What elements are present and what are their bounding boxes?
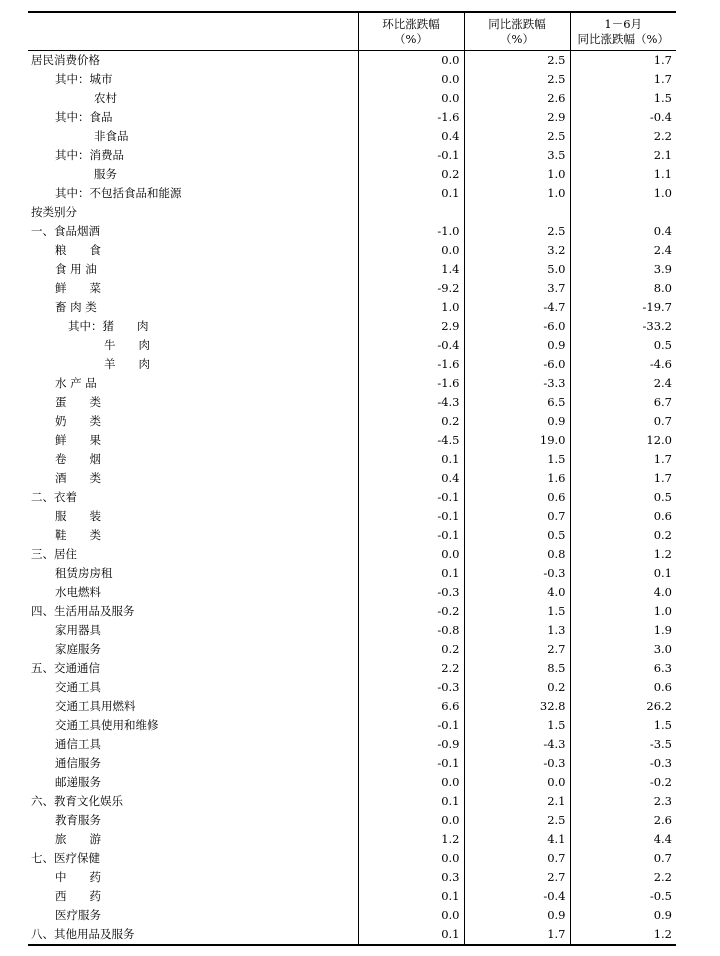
value-mom: 0.2: [358, 412, 464, 431]
value-ytd: 2.3: [570, 792, 676, 811]
table-row: [28, 811, 676, 830]
value-mom: 0.1: [358, 925, 464, 945]
value-mom: -0.1: [358, 754, 464, 773]
row-label: 五、交通通信: [31, 661, 100, 675]
row-label: 按类别分: [31, 205, 77, 219]
row-label: 酒 类: [55, 471, 101, 485]
value-yoy: 0.9: [464, 906, 570, 925]
value-mom: -0.4: [358, 336, 464, 355]
value-yoy: -6.0: [464, 355, 570, 374]
table-row: [28, 70, 676, 89]
header-mom-line2: （%）: [394, 31, 428, 46]
table-row: [28, 89, 676, 108]
table-row: [28, 564, 676, 583]
value-ytd: 1.2: [570, 545, 676, 564]
value-mom: 1.4: [358, 260, 464, 279]
value-mom: -0.1: [358, 507, 464, 526]
value-ytd: 0.4: [570, 222, 676, 241]
value-mom: 0.0: [358, 773, 464, 792]
table-row: [28, 488, 676, 507]
table-row: [28, 317, 676, 336]
row-label: 奶 类: [55, 414, 101, 428]
table-row: [28, 735, 676, 754]
value-ytd: 6.7: [570, 393, 676, 412]
row-label: 七、医疗保健: [31, 851, 100, 865]
table-row: [28, 203, 676, 222]
value-ytd: -0.3: [570, 754, 676, 773]
table-row: [28, 412, 676, 431]
value-mom: 0.1: [358, 184, 464, 203]
table-row: [28, 241, 676, 260]
row-label: 食 用 油: [55, 262, 97, 276]
value-ytd: 1.0: [570, 602, 676, 621]
value-ytd: 12.0: [570, 431, 676, 450]
row-label: 其中：食品: [55, 110, 113, 124]
row-label: 其中：不包括食品和能源: [55, 186, 182, 200]
header-ytd-line1: 1－6月: [604, 16, 643, 31]
value-ytd: 0.6: [570, 678, 676, 697]
row-label: 粮 食: [55, 243, 101, 257]
value-mom: 0.0: [358, 849, 464, 868]
table-row: [28, 602, 676, 621]
value-mom: 0.4: [358, 127, 464, 146]
table-row: [28, 222, 676, 241]
value-yoy: 2.1: [464, 792, 570, 811]
row-label: 羊 肉: [104, 357, 150, 371]
value-ytd: -0.5: [570, 887, 676, 906]
row-label: 通信服务: [55, 756, 101, 770]
value-ytd: -3.5: [570, 735, 676, 754]
value-yoy: 0.5: [464, 526, 570, 545]
value-mom: 6.6: [358, 697, 464, 716]
row-label: 租赁房房租: [55, 566, 113, 580]
table-row: [28, 108, 676, 127]
value-yoy: 5.0: [464, 260, 570, 279]
value-mom: -4.5: [358, 431, 464, 450]
header-yoy-line2: （%）: [500, 31, 534, 46]
row-label: 其中：猪 肉: [68, 319, 149, 333]
row-label: 通信工具: [55, 737, 101, 751]
value-ytd: -0.4: [570, 108, 676, 127]
header-yoy-line1: 同比涨跌幅: [488, 16, 546, 31]
table-row: [28, 773, 676, 792]
row-label: 其中：消费品: [55, 148, 124, 162]
value-ytd: 6.3: [570, 659, 676, 678]
value-yoy: -4.3: [464, 735, 570, 754]
value-mom: 1.2: [358, 830, 464, 849]
value-yoy: 3.7: [464, 279, 570, 298]
value-mom: 0.1: [358, 564, 464, 583]
value-ytd: 3.0: [570, 640, 676, 659]
value-yoy: 2.5: [464, 222, 570, 241]
row-label: 四、生活用品及服务: [31, 604, 135, 618]
value-mom: -1.6: [358, 355, 464, 374]
value-mom: 0.0: [358, 89, 464, 108]
table-row: [28, 374, 676, 393]
value-mom: -1.6: [358, 374, 464, 393]
table-row: [28, 431, 676, 450]
table-row: [28, 260, 676, 279]
value-yoy: 4.1: [464, 830, 570, 849]
value-mom: -0.2: [358, 602, 464, 621]
value-yoy: 1.5: [464, 450, 570, 469]
value-yoy: -0.3: [464, 564, 570, 583]
value-mom: -1.0: [358, 222, 464, 241]
table-row: [28, 146, 676, 165]
value-yoy: 1.5: [464, 602, 570, 621]
value-mom: -1.6: [358, 108, 464, 127]
table-row: [28, 526, 676, 545]
row-label: 交通工具用燃料: [55, 699, 136, 713]
table-row: [28, 583, 676, 602]
value-mom: 0.4: [358, 469, 464, 488]
row-label: 鲜 果: [55, 433, 101, 447]
table-row: [28, 165, 676, 184]
value-mom: 1.0: [358, 298, 464, 317]
value-yoy: 3.5: [464, 146, 570, 165]
value-ytd: 1.7: [570, 51, 676, 71]
value-mom: 0.0: [358, 51, 464, 71]
value-ytd: -19.7: [570, 298, 676, 317]
header-mom: [358, 12, 464, 51]
table-row: [28, 887, 676, 906]
header-label-cell: [28, 12, 358, 51]
row-label: 三、居住: [31, 547, 77, 561]
value-ytd: 2.2: [570, 868, 676, 887]
value-yoy: 0.6: [464, 488, 570, 507]
row-label: 邮递服务: [55, 775, 101, 789]
value-yoy: 2.7: [464, 868, 570, 887]
value-yoy: [464, 203, 570, 222]
row-label: 旅 游: [55, 832, 101, 846]
value-mom: 0.2: [358, 165, 464, 184]
table-row: [28, 184, 676, 203]
row-label: 水电燃料: [55, 585, 101, 599]
table-row: [28, 697, 676, 716]
row-label: 非食品: [94, 129, 129, 143]
value-mom: -0.1: [358, 526, 464, 545]
value-mom: 0.0: [358, 545, 464, 564]
value-ytd: 8.0: [570, 279, 676, 298]
row-label: 鞋 类: [55, 528, 101, 542]
value-yoy: 0.8: [464, 545, 570, 564]
value-ytd: 0.9: [570, 906, 676, 925]
table-row: [28, 906, 676, 925]
value-yoy: 2.5: [464, 127, 570, 146]
value-ytd: 1.9: [570, 621, 676, 640]
value-yoy: 0.0: [464, 773, 570, 792]
value-mom: 0.2: [358, 640, 464, 659]
value-ytd: 2.4: [570, 374, 676, 393]
value-yoy: 0.9: [464, 336, 570, 355]
row-label: 牛 肉: [104, 338, 150, 352]
value-mom: 0.0: [358, 811, 464, 830]
value-mom: -9.2: [358, 279, 464, 298]
value-yoy: 1.0: [464, 184, 570, 203]
value-yoy: -6.0: [464, 317, 570, 336]
value-mom: -0.8: [358, 621, 464, 640]
value-mom: 0.0: [358, 241, 464, 260]
value-ytd: 2.4: [570, 241, 676, 260]
value-yoy: 6.5: [464, 393, 570, 412]
value-yoy: 1.5: [464, 716, 570, 735]
value-yoy: 0.9: [464, 412, 570, 431]
value-ytd: 0.6: [570, 507, 676, 526]
value-yoy: 4.0: [464, 583, 570, 602]
value-yoy: 3.2: [464, 241, 570, 260]
value-ytd: 0.1: [570, 564, 676, 583]
table-row: [28, 792, 676, 811]
value-yoy: 8.5: [464, 659, 570, 678]
value-ytd: 3.9: [570, 260, 676, 279]
value-yoy: 2.5: [464, 811, 570, 830]
value-ytd: 1.2: [570, 925, 676, 945]
row-label: 卷 烟: [55, 452, 101, 466]
value-ytd: 1.1: [570, 165, 676, 184]
row-label: 农村: [94, 91, 117, 105]
row-label: 西 药: [55, 889, 101, 903]
header-ytd: [570, 12, 676, 51]
table-body: [28, 51, 676, 946]
row-label: 教育服务: [55, 813, 101, 827]
value-ytd: 0.7: [570, 849, 676, 868]
value-yoy: -4.7: [464, 298, 570, 317]
value-mom: 0.0: [358, 70, 464, 89]
row-label: 其中：城市: [55, 72, 113, 86]
value-ytd: 4.0: [570, 583, 676, 602]
value-mom: -0.3: [358, 678, 464, 697]
table-row: [28, 545, 676, 564]
value-yoy: 0.7: [464, 507, 570, 526]
table-row: [28, 336, 676, 355]
value-ytd: 1.5: [570, 716, 676, 735]
value-yoy: 1.0: [464, 165, 570, 184]
value-yoy: 1.7: [464, 925, 570, 945]
table-header: [28, 12, 676, 51]
value-yoy: 0.2: [464, 678, 570, 697]
value-ytd: 2.2: [570, 127, 676, 146]
value-mom: 0.1: [358, 792, 464, 811]
table-row: [28, 127, 676, 146]
row-label: 六、教育文化娱乐: [31, 794, 123, 808]
row-label: 中 药: [55, 870, 101, 884]
table-row: [28, 830, 676, 849]
table-row: [28, 640, 676, 659]
value-ytd: 4.4: [570, 830, 676, 849]
value-yoy: 1.3: [464, 621, 570, 640]
value-mom: 0.1: [358, 450, 464, 469]
value-ytd: 0.5: [570, 336, 676, 355]
table-row: [28, 659, 676, 678]
table-row: [28, 507, 676, 526]
value-mom: -0.9: [358, 735, 464, 754]
row-label: 医疗服务: [55, 908, 101, 922]
table-row: [28, 279, 676, 298]
table-row: [28, 298, 676, 317]
value-mom: -0.1: [358, 146, 464, 165]
value-yoy: 2.5: [464, 70, 570, 89]
table-row: [28, 355, 676, 374]
cpi-table: [28, 11, 676, 946]
value-ytd: 26.2: [570, 697, 676, 716]
row-label: 二、衣着: [31, 490, 77, 504]
value-ytd: 1.0: [570, 184, 676, 203]
value-ytd: -33.2: [570, 317, 676, 336]
table-row: [28, 868, 676, 887]
value-mom: 0.0: [358, 906, 464, 925]
row-label: 蛋 类: [55, 395, 101, 409]
value-yoy: -3.3: [464, 374, 570, 393]
table-row: [28, 450, 676, 469]
value-ytd: 1.5: [570, 89, 676, 108]
value-mom: 2.9: [358, 317, 464, 336]
table-row: [28, 621, 676, 640]
row-label: 交通工具使用和维修: [55, 718, 159, 732]
value-mom: [358, 203, 464, 222]
header-ytd-line2: 同比涨跌幅（%）: [577, 31, 669, 46]
row-label: 服务: [94, 167, 117, 181]
value-yoy: 2.6: [464, 89, 570, 108]
value-mom: -0.1: [358, 488, 464, 507]
row-label: 服 装: [55, 509, 101, 523]
row-label: 一、食品烟酒: [31, 224, 100, 238]
row-label: 畜 肉 类: [55, 300, 97, 314]
row-label: 家用器具: [55, 623, 101, 637]
row-label: 交通工具: [55, 680, 101, 694]
value-mom: -4.3: [358, 393, 464, 412]
value-yoy: 32.8: [464, 697, 570, 716]
value-ytd: 0.2: [570, 526, 676, 545]
value-mom: -0.3: [358, 583, 464, 602]
header-yoy: [464, 12, 570, 51]
value-yoy: 2.7: [464, 640, 570, 659]
value-ytd: -0.2: [570, 773, 676, 792]
value-mom: -0.1: [358, 716, 464, 735]
value-yoy: 2.9: [464, 108, 570, 127]
value-ytd: 2.6: [570, 811, 676, 830]
row-label: 鲜 菜: [55, 281, 101, 295]
table-row: [28, 754, 676, 773]
table-row: [28, 716, 676, 735]
value-mom: 0.3: [358, 868, 464, 887]
table-row: [28, 925, 676, 945]
row-label: 家庭服务: [55, 642, 101, 656]
row-label: 居民消费价格: [31, 53, 100, 67]
table-row: [28, 469, 676, 488]
table-row: [28, 51, 676, 71]
value-ytd: 0.5: [570, 488, 676, 507]
value-mom: 0.1: [358, 887, 464, 906]
value-yoy: -0.4: [464, 887, 570, 906]
value-yoy: -0.3: [464, 754, 570, 773]
table-row: [28, 678, 676, 697]
table-row: [28, 393, 676, 412]
value-ytd: -4.6: [570, 355, 676, 374]
value-yoy: 0.7: [464, 849, 570, 868]
value-yoy: 2.5: [464, 51, 570, 71]
value-ytd: 1.7: [570, 469, 676, 488]
value-ytd: 0.7: [570, 412, 676, 431]
table-row: [28, 849, 676, 868]
header-mom-line1: 环比涨跌幅: [382, 16, 440, 31]
row-label: 水 产 品: [55, 376, 97, 390]
row-label: 八、其他用品及服务: [28, 925, 358, 945]
value-ytd: 2.1: [570, 146, 676, 165]
value-yoy: 19.0: [464, 431, 570, 450]
value-ytd: 1.7: [570, 450, 676, 469]
value-ytd: [570, 203, 676, 222]
value-mom: 2.2: [358, 659, 464, 678]
value-ytd: 1.7: [570, 70, 676, 89]
value-yoy: 1.6: [464, 469, 570, 488]
